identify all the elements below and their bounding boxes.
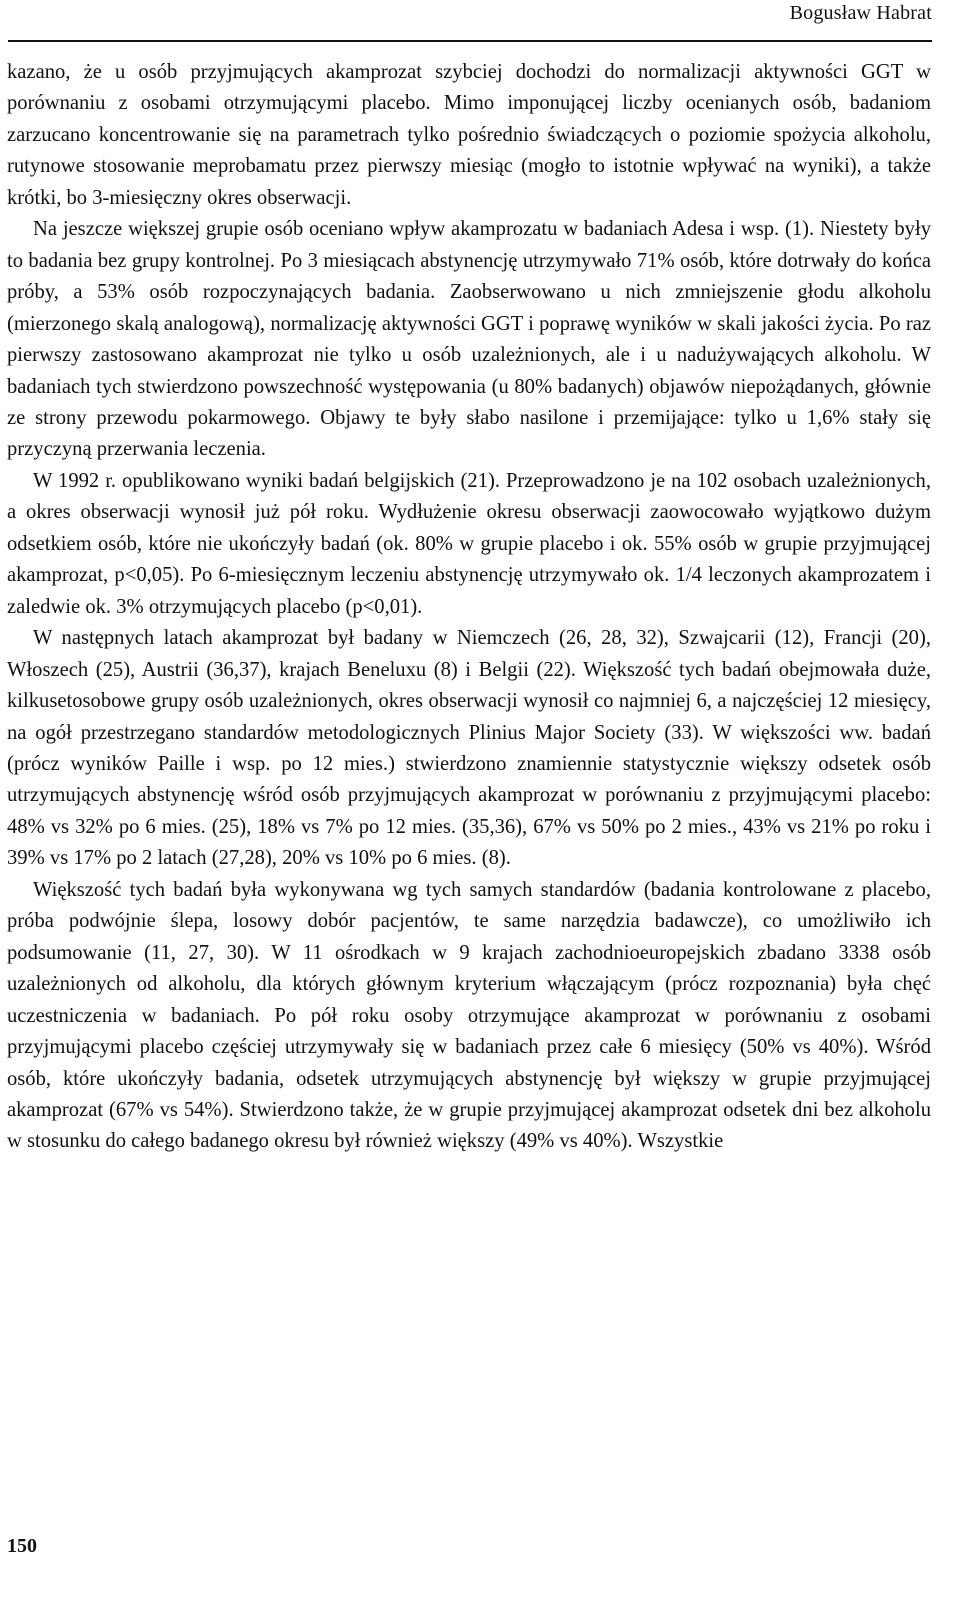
header-divider [8,40,932,42]
paragraph-continuation: kazano, że u osób przyjmujących akamprozat szybciej dochodzi do normalizacji aktywności GGT w porównaniu z osobami otrzymującymi placebo. Mimo imponującej liczby ocenianych osób, badaniom zarzucano koncentrowanie się na parametrach tylko pośrednio świadczących o poziomie spożycia alkoholu, rutynowe stosowanie meprobamatu przez pierwszy miesiąc (mogło to istotnie wpływać na wyniki), a także krótki, bo 3-miesięczny okres obserwacji. [7,61,931,209]
body-text [7,57,931,1158]
paragraph-meta-analysis: Większość tych badań była wykonywana wg tych samych standardów (badania kontrolowane z placebo, próba podwójnie ślepa, losowy dobór pacjentów, te same narzędzia badawcze), co umożliwiło ich podsumowanie (11, 27, 30). W 11 ośrodkach w 9 krajach zachodnioeuropejskich zbadano 3338 osób uzależnionych od alkoholu, dla których głównym kryterium włączającym (prócz rozpoznania) była chęć uczestniczenia w badaniach. Po pół roku osoby otrzymujące akamprozat w porównaniu z osobami przyjmującymi placebo częściej utrzymywały się w badaniach przez całe 6 miesięcy (50% vs 40%). Wśród osób, które ukończyły badania, odsetek utrzymujących abstynencję był większy w grupie przyjmującej akamprozat (67% vs 54%). Stwierdzono także, że w grupie przyjmującej akamprozat odsetek dni bez alkoholu w stosunku do całego badanego okresu był również większy (49% vs 40%). Wszystkie [7,878,931,1153]
paragraph-european-studies: W następnych latach akamprozat był badany w Niemczech (26, 28, 32), Szwajcarii (12), Francji (20), Włoszech (25), Austrii (36,37), krajach Beneluxu (8) i Belgii (22). Większość tych badań obejmowała duże, kilkusetosobowe grupy osób uzależnionych, okres obserwacji wynosił co najmniej 6, a najczęściej 12 miesięcy, na ogół przestrzegano standardów metodologicznych Plinius Major Society (33). W większości ww. badań (prócz wyników Paille i wsp. po 12 mies.) stwierdzono znamiennie statystycznie większy odsetek osób utrzymujących abstynencję wśród osób przyjmujących akamprozat w porównaniu z przyjmującymi placebo: 48% vs 32% po 6 mies. (25), 18% vs 7% po 12 mies. (35,36), 67% vs 50% po 2 mies., 43% vs 21% po roku i 39% vs 17% po 2 latach (27,28), 20% vs 10% po 6 mies. (8). [7,627,931,870]
running-header-author: Bogusław Habrat [789,2,932,24]
paragraph-belgian-study: W 1992 r. opublikowano wyniki badań belgijskich (21). Przeprowadzono je na 102 osobach uzależnionych, a okres obserwacji wynosił już pół roku. Wydłużenie okresu obserwacji zaowocowało wyjątkowo dużym odsetkiem osób, które nie ukończyły badań (ok. 80% w grupie placebo i ok. 55% osób w grupie przyjmującej akamprozat, p<0,05). Po 6-miesięcznym leczeniu abstynencję utrzymywało ok. 1/4 leczonych akamprozatem i zaledwie ok. 3% otrzymujących placebo (p<0,01). [7,469,931,618]
paragraph-adesa-study: Na jeszcze większej grupie osób oceniano wpływ akamprozatu w badaniach Adesa i wsp. (1). Niestety były to badania bez grupy kontrolnej. Po 3 miesiącach abstynencję utrzymywało 71% osób, które dotrwały do końca próby, a 53% osób rozpoczynających badania. Zaobserwowano u nich zmniejszenie głodu alkoholu (mierzonego skalą analogową), normalizację aktywności GGT i poprawę wyników w skali jakości życia. Po raz pierwszy zastosowano akamprozat nie tylko u osób uzależnionych, ale i u nadużywających alkoholu. W badaniach tych stwierdzono powszechność występowania (u 80% badanych) objawów niepożądanych, głównie ze strony przewodu pokarmowego. Objawy te były słabo nasilone i przemijające: tylko u 1,6% stały się przyczyną przerwania leczenia. [7,218,931,461]
page-number: 150 [7,1535,37,1557]
